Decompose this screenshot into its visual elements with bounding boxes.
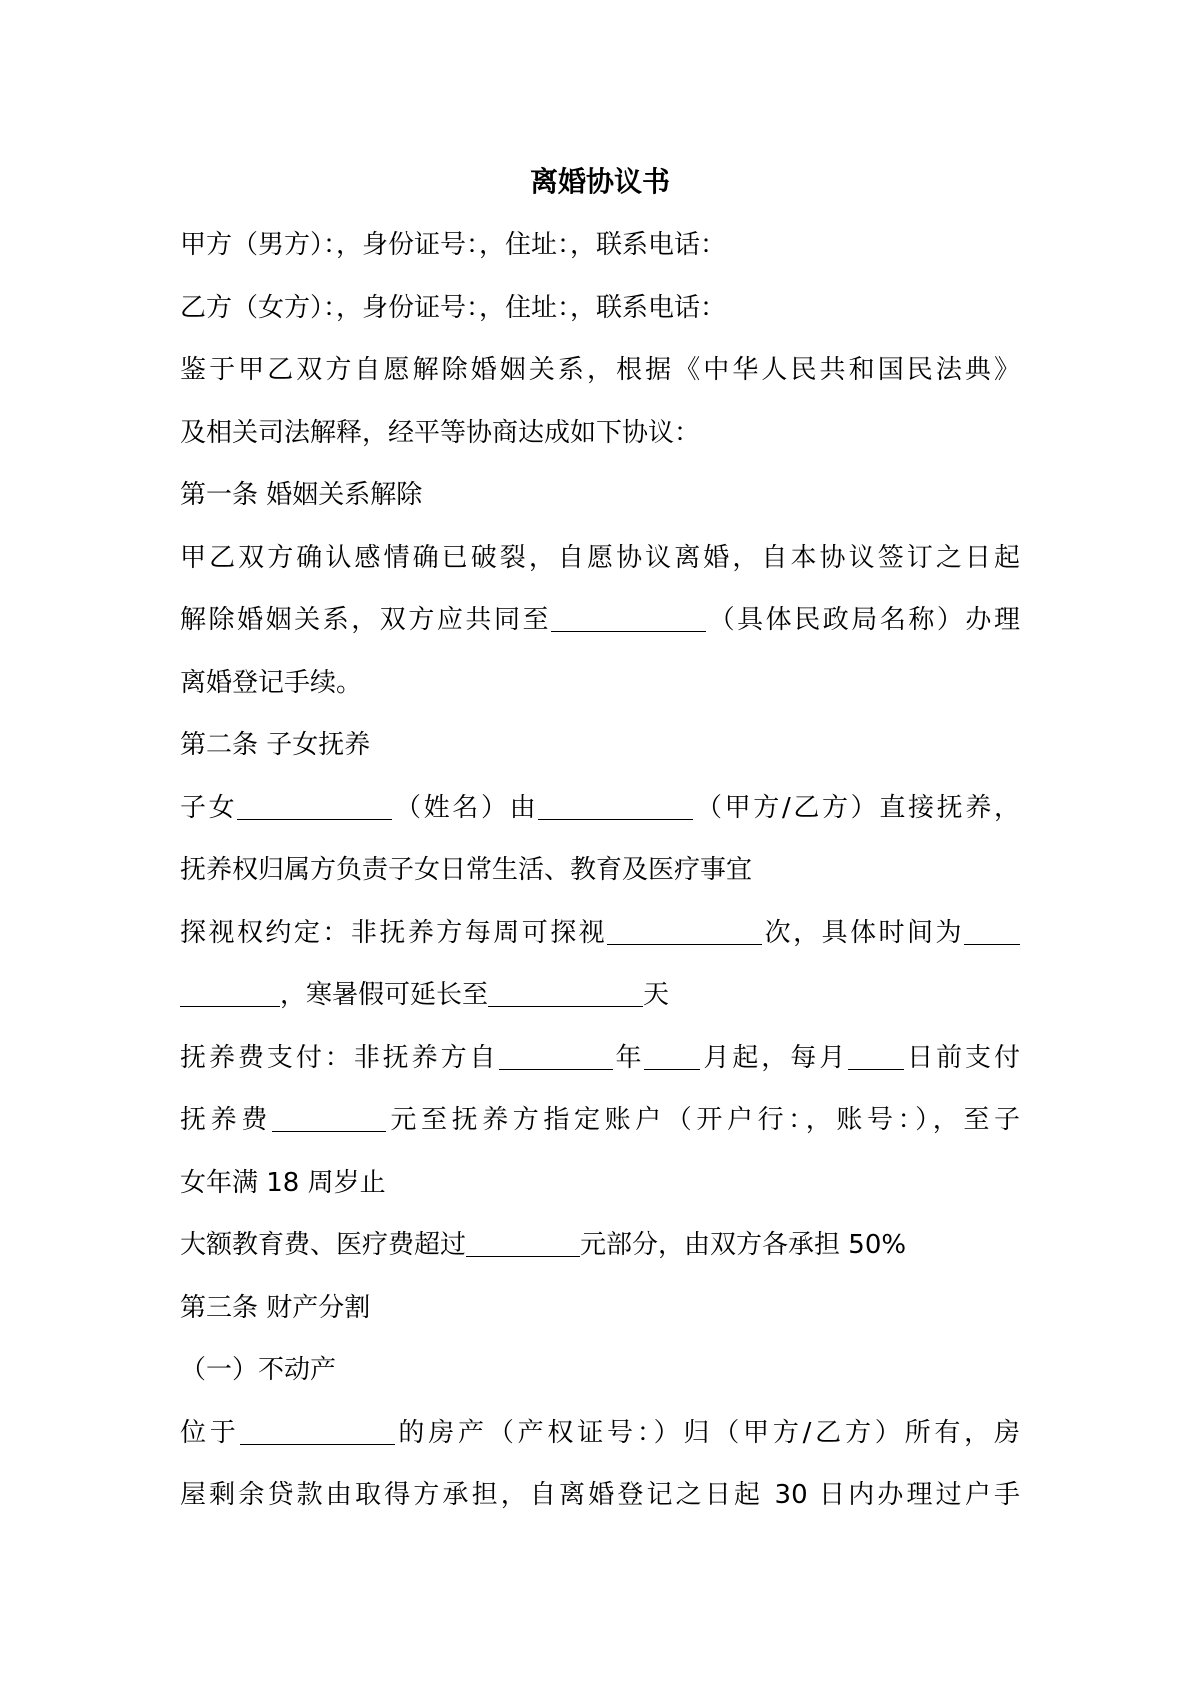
text-segment: （姓名）由 [392, 792, 539, 823]
text-segment: 抚养费支付：非抚养方自 [180, 1042, 499, 1073]
fill-blank[interactable] [272, 1105, 386, 1132]
text-segment: 年 [612, 1042, 645, 1073]
property-line-2: 屋剩余贷款由取得方承担，自离婚登记之日起 30 日内办理过户手 [180, 1480, 1020, 1510]
extra-expense-line [180, 1214, 1020, 1277]
document-page [180, 150, 1020, 1527]
fill-blank[interactable] [466, 1230, 580, 1257]
article-3-heading: 第三条 财产分割 [180, 1292, 371, 1323]
preamble-line-2: 及相关司法解释，经平等协商达成如下协议： [180, 417, 701, 448]
article-1-line-3: 离婚登记手续。 [180, 667, 363, 698]
text-segment: （具体民政局名称）办理 [706, 605, 1020, 635]
document-title: 离婚协议书 [529, 165, 670, 198]
text-segment: 抚养费 [180, 1105, 272, 1135]
party-b-line: 乙方（女方）：，身份证号：，住址：，联系电话： [180, 292, 727, 323]
text-segment: 探视权约定：非抚养方每周可探视 [180, 917, 608, 948]
support-line-1 [180, 1027, 1020, 1090]
text-segment: 子女 [180, 792, 238, 823]
text-segment: ，寒暑假可延长至 [280, 980, 489, 1010]
fill-blank[interactable] [488, 980, 643, 1007]
article-2-heading: 第二条 子女抚养 [180, 730, 371, 760]
fill-blank[interactable] [848, 1043, 904, 1070]
text-segment: 天 [643, 980, 670, 1010]
custody-line-2: 抚养权归属方负责子女日常生活、教育及医疗事宜 [180, 855, 753, 885]
text-segment: （甲方/乙方）直接抚养， [693, 792, 1020, 823]
text-segment: 元部分，由双方各承担 50% [580, 1230, 907, 1260]
visit-line-2 [180, 964, 1020, 1027]
text-segment: 解除婚姻关系，双方应共同至 [180, 605, 552, 635]
custody-line-1 [180, 777, 1020, 840]
support-line-2 [180, 1089, 1020, 1152]
text-segment: 月起，每月 [700, 1042, 849, 1073]
real-estate-subheading: （一）不动产 [180, 1355, 337, 1385]
fill-blank[interactable] [607, 918, 762, 945]
article-1-heading: 第一条 婚姻关系解除 [180, 480, 423, 510]
text-segment: 大额教育费、医疗费超过 [180, 1230, 467, 1260]
fill-blank[interactable] [499, 1043, 613, 1070]
property-line-1 [180, 1402, 1020, 1465]
party-a-line: 甲方（男方）：，身份证号：，住址：，联系电话： [180, 230, 727, 260]
text-segment: 元至抚养方指定账户（开户行：，账号：），至子 [385, 1105, 1020, 1135]
article-1-line-1: 甲乙双方确认感情确已破裂，自愿协议离婚，自本协议签订之日起 [180, 542, 1020, 573]
fill-blank[interactable] [237, 793, 392, 820]
fill-blank[interactable] [240, 1418, 395, 1445]
support-line-3: 女年满 18 周岁止 [180, 1167, 386, 1198]
text-segment: 的房产（产权证号：）归（甲方/乙方）所有，房 [394, 1417, 1020, 1448]
article-1-line-2 [180, 589, 1020, 652]
preamble-line-1: 鉴于甲乙双方自愿解除婚姻关系，根据《中华人民共和国民法典》 [180, 355, 1020, 385]
visit-line-1 [180, 902, 1020, 965]
fill-blank[interactable] [644, 1043, 700, 1070]
text-segment: 日前支付 [904, 1042, 1020, 1073]
fill-blank[interactable] [551, 605, 706, 632]
fill-blank[interactable] [538, 793, 693, 820]
fill-blank[interactable] [964, 918, 1020, 945]
text-segment: 次，具体时间为 [762, 917, 964, 948]
fill-blank[interactable] [180, 980, 280, 1007]
text-segment: 位于 [180, 1417, 240, 1448]
